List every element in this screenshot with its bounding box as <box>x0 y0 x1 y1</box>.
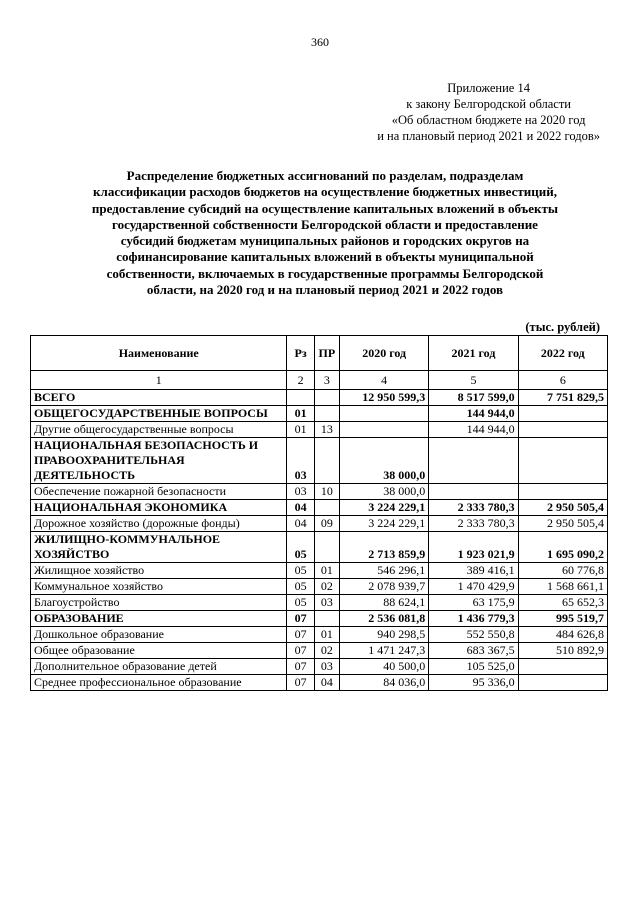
cell-rz: 05 <box>287 595 314 611</box>
cell-2022: 65 652,3 <box>518 595 607 611</box>
cell-rz: 03 <box>287 484 314 500</box>
cell-2020: 2 078 939,7 <box>339 579 428 595</box>
cell-2022 <box>518 438 607 484</box>
cell-2021: 2 333 780,3 <box>429 516 518 532</box>
cell-2020: 84 036,0 <box>339 675 428 691</box>
cell-name: Коммунальное хозяйство <box>31 579 287 595</box>
cell-pr: 03 <box>314 659 339 675</box>
subsection-row <box>31 595 608 611</box>
cell-2020 <box>339 406 428 422</box>
units-label: (тыс. рублей) <box>525 320 600 334</box>
column-number: 6 <box>518 371 607 390</box>
cell-2022: 60 776,8 <box>518 563 607 579</box>
document-title <box>60 168 590 298</box>
cell-name: Общее образование <box>31 643 287 659</box>
title-line: классификации расходов бюджетов на осуществление бюджетных инвестиций, <box>93 184 557 200</box>
table-body <box>31 390 608 691</box>
cell-pr: 13 <box>314 422 339 438</box>
cell-2021: 1 470 429,9 <box>429 579 518 595</box>
cell-2021: 683 367,5 <box>429 643 518 659</box>
header-rz: Рз <box>287 336 314 371</box>
cell-name: Другие общегосударственные вопросы <box>31 422 287 438</box>
cell-2021: 144 944,0 <box>429 422 518 438</box>
cell-name: Дорожное хозяйство (дорожные фонды) <box>31 516 287 532</box>
cell-pr <box>314 390 339 406</box>
section-row <box>31 390 608 406</box>
cell-2021: 552 550,8 <box>429 627 518 643</box>
cell-2021: 8 517 599,0 <box>429 390 518 406</box>
cell-2021: 105 525,0 <box>429 659 518 675</box>
cell-2022 <box>518 675 607 691</box>
section-row <box>31 500 608 516</box>
cell-2021: 144 944,0 <box>429 406 518 422</box>
cell-2021: 1 436 779,3 <box>429 611 518 627</box>
cell-2021: 2 333 780,3 <box>429 500 518 516</box>
cell-2020 <box>339 422 428 438</box>
cell-pr: 01 <box>314 563 339 579</box>
cell-2021: 95 336,0 <box>429 675 518 691</box>
section-row <box>31 406 608 422</box>
cell-2020: 1 471 247,3 <box>339 643 428 659</box>
header-2020: 2020 год <box>339 336 428 371</box>
cell-2022 <box>518 484 607 500</box>
cell-2020: 2 536 081,8 <box>339 611 428 627</box>
cell-pr: 02 <box>314 643 339 659</box>
subsection-row <box>31 422 608 438</box>
cell-name: Благоустройство <box>31 595 287 611</box>
appendix-line-3: «Об областном бюджете на 2020 год <box>391 113 586 127</box>
cell-2020: 38 000,0 <box>339 438 428 484</box>
column-number: 3 <box>314 371 339 390</box>
cell-2021: 389 416,1 <box>429 563 518 579</box>
title-line: Распределение бюджетных ассигнований по разделам, подразделам <box>126 168 524 183</box>
cell-2022 <box>518 422 607 438</box>
subsection-row <box>31 484 608 500</box>
cell-rz: 04 <box>287 500 314 516</box>
title-line: предоставление субсидий на осуществление капитальных вложений в объекты <box>91 200 559 216</box>
cell-name: ВСЕГО <box>31 390 287 406</box>
cell-2022: 7 751 829,5 <box>518 390 607 406</box>
column-number: 2 <box>287 371 314 390</box>
subsection-row <box>31 563 608 579</box>
cell-pr: 09 <box>314 516 339 532</box>
cell-name: Дополнительное образование детей <box>31 659 287 675</box>
cell-rz: 05 <box>287 563 314 579</box>
cell-pr <box>314 611 339 627</box>
cell-2020: 38 000,0 <box>339 484 428 500</box>
budget-table <box>30 335 608 691</box>
cell-name: НАЦИОНАЛЬНАЯ БЕЗОПАСНОСТЬ И ПРАВООХРАНИТЕЛЬНАЯ ДЕЯТЕЛЬНОСТЬ <box>31 438 287 484</box>
cell-pr: 02 <box>314 579 339 595</box>
cell-pr: 01 <box>314 627 339 643</box>
section-row <box>31 611 608 627</box>
cell-rz: 07 <box>287 643 314 659</box>
page-number: 360 <box>311 35 329 49</box>
subsection-row <box>31 627 608 643</box>
cell-2020: 546 296,1 <box>339 563 428 579</box>
cell-2022 <box>518 406 607 422</box>
cell-2020: 2 713 859,9 <box>339 532 428 563</box>
header-pr: ПР <box>314 336 339 371</box>
cell-2020: 88 624,1 <box>339 595 428 611</box>
cell-rz: 01 <box>287 406 314 422</box>
title-line: софинансирование капитальных вложений в объекты муниципальной <box>116 249 534 265</box>
cell-pr: 10 <box>314 484 339 500</box>
cell-name: ЖИЛИЩНО-КОММУНАЛЬНОЕ ХОЗЯЙСТВО <box>31 532 287 563</box>
section-row <box>31 532 608 563</box>
cell-rz: 07 <box>287 675 314 691</box>
cell-2022: 1 568 661,1 <box>518 579 607 595</box>
cell-2022: 2 950 505,4 <box>518 500 607 516</box>
subsection-row <box>31 659 608 675</box>
cell-rz: 01 <box>287 422 314 438</box>
table-header-row <box>31 336 608 371</box>
cell-pr: 04 <box>314 675 339 691</box>
cell-2021: 1 923 021,9 <box>429 532 518 563</box>
subsection-row <box>31 579 608 595</box>
title-line: области, на 2020 год и на плановый период 2021 и 2022 годов <box>146 282 504 298</box>
cell-pr <box>314 406 339 422</box>
cell-pr: 03 <box>314 595 339 611</box>
cell-2021: 63 175,9 <box>429 595 518 611</box>
column-number: 1 <box>31 371 287 390</box>
cell-name: Жилищное хозяйство <box>31 563 287 579</box>
cell-2022: 2 950 505,4 <box>518 516 607 532</box>
cell-2020: 940 298,5 <box>339 627 428 643</box>
section-row <box>31 438 608 484</box>
appendix-line-4: и на плановый период 2021 и 2022 годов» <box>377 129 600 143</box>
cell-rz: 05 <box>287 532 314 563</box>
cell-2021 <box>429 484 518 500</box>
cell-rz: 07 <box>287 611 314 627</box>
cell-2022: 1 695 090,2 <box>518 532 607 563</box>
cell-name: ОБРАЗОВАНИЕ <box>31 611 287 627</box>
appendix-line-2: к закону Белгородской области <box>406 97 571 111</box>
cell-rz: 04 <box>287 516 314 532</box>
subsection-row <box>31 643 608 659</box>
subsection-row <box>31 516 608 532</box>
cell-name: ОБЩЕГОСУДАРСТВЕННЫЕ ВОПРОСЫ <box>31 406 287 422</box>
column-number-row <box>31 371 608 390</box>
cell-2022: 484 626,8 <box>518 627 607 643</box>
column-number: 4 <box>339 371 428 390</box>
cell-pr <box>314 500 339 516</box>
cell-2020: 12 950 599,3 <box>339 390 428 406</box>
cell-2020: 40 500,0 <box>339 659 428 675</box>
cell-rz: 03 <box>287 438 314 484</box>
column-number: 5 <box>429 371 518 390</box>
cell-pr <box>314 532 339 563</box>
appendix-header <box>377 80 600 144</box>
title-line: государственной собственности Белгородской области и предоставление <box>112 216 538 232</box>
cell-2022: 510 892,9 <box>518 643 607 659</box>
cell-2020: 3 224 229,1 <box>339 500 428 516</box>
cell-rz <box>287 390 314 406</box>
cell-name: Дошкольное образование <box>31 627 287 643</box>
cell-2022 <box>518 659 607 675</box>
cell-2020: 3 224 229,1 <box>339 516 428 532</box>
cell-2021 <box>429 438 518 484</box>
title-line: субсидий бюджетам муниципальных районов и городских округов на <box>120 233 530 249</box>
appendix-line-1: Приложение 14 <box>447 81 530 95</box>
header-name: Наименование <box>31 336 287 371</box>
cell-rz: 07 <box>287 627 314 643</box>
header-2022: 2022 год <box>518 336 607 371</box>
title-line: собственности, включаемых в государственные программы Белгородской <box>106 265 544 281</box>
cell-rz: 07 <box>287 659 314 675</box>
cell-name: Среднее профессиональное образование <box>31 675 287 691</box>
cell-name: Обеспечение пожарной безопасности <box>31 484 287 500</box>
cell-2022: 995 519,7 <box>518 611 607 627</box>
header-2021: 2021 год <box>429 336 518 371</box>
subsection-row <box>31 675 608 691</box>
cell-name: НАЦИОНАЛЬНАЯ ЭКОНОМИКА <box>31 500 287 516</box>
cell-pr <box>314 438 339 484</box>
cell-rz: 05 <box>287 579 314 595</box>
